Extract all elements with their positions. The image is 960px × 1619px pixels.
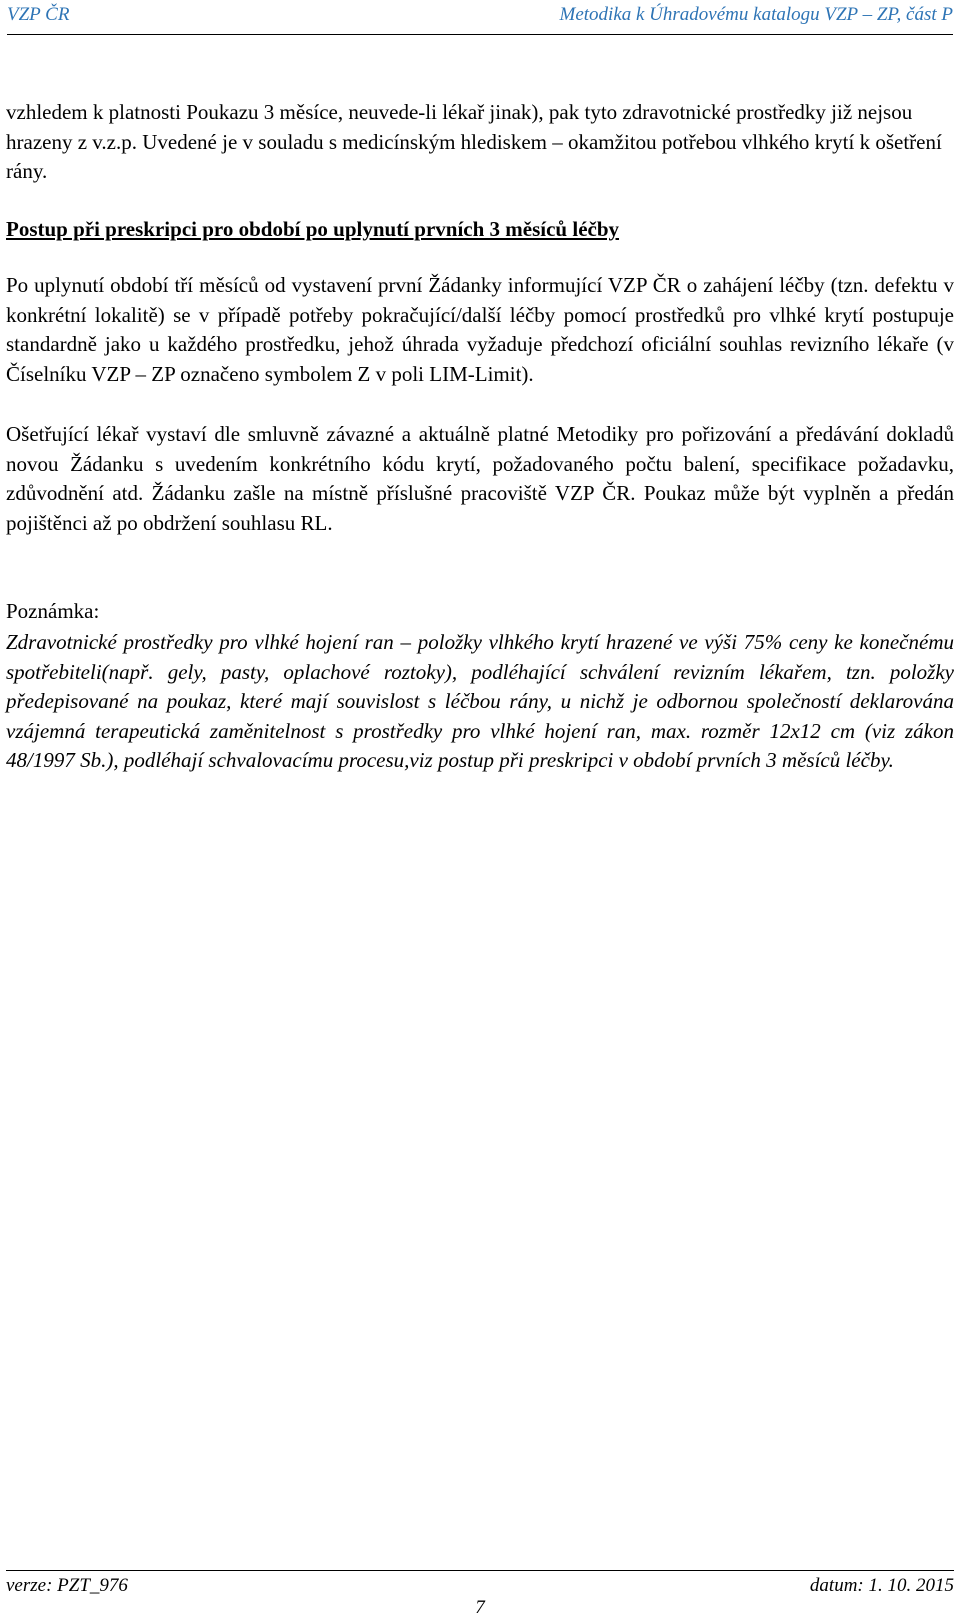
- header-document-title: Metodika k Úhradovému katalogu VZP – ZP, část P: [559, 4, 953, 25]
- page-number: 7: [475, 1597, 485, 1618]
- section-heading: Postup při preskripci pro období po uplynutí prvních 3 měsíců léčby: [6, 217, 620, 241]
- note-text: Zdravotnické prostředky pro vlhké hojení ran – položky vlhkého krytí hrazené ve výši 75% ceny ke konečnému spotřebiteli(např. gely, pasty, oplachové roztoky), podléhající schválení revizním lékařem, tzn. položky předepisované na poukaz, které mají souvislost s léčbou rány, u nichž je odbornou společností deklarována vzájemná terapeutická zaměnitelnost s prostředky pro vlhké hojení ran, max. rozměr 12x12 cm (viz zákon 48/1997 Sb.), podléhají schvalovacímu procesu,viz postup při preskripci v období prvních 3 měsíců léčby.: [6, 630, 954, 772]
- note-label: Poznámka:: [6, 599, 100, 623]
- footer-date: datum: 1. 10. 2015: [809, 1575, 954, 1596]
- footer-version: verze: PZT_976: [6, 1575, 128, 1596]
- header-organization: VZP ČR: [7, 4, 70, 25]
- paragraph-physician-request: Ošetřující lékař vystaví dle smluvně závazné a aktuálně platné Metodiky pro pořizování a předávání dokladů novou Žádanku s uvedením konkrétního kódu krytí, požadovaného počtu balení, specifikace požadavku, zdůvodnění atd. Žádanku zašle na místně příslušné pracoviště VZP ČR. Poukaz může být vyplněn a předán pojištěnci až po obdržení souhlasu RL.: [6, 422, 954, 535]
- paragraph-after-three-months: Po uplynutí období tří měsíců od vystavení první Žádanky informující VZP ČR o zahájení léčby (tzn. defektu v konkrétní lokalitě) se v případě potřeby pokračující/další léčby pomocí prostředků pro vlhké krytí postupuje standardně jako u každého prostředku, jehož úhrada vyžaduje předchozí oficiální souhlas revizního lékaře (v Číselníku VZP – ZP označeno symbolem Z v poli LIM-Limit).: [6, 273, 954, 386]
- page-header: [7, 4, 953, 35]
- paragraph-validity: vzhledem k platnosti Poukazu 3 měsíce, neuvede-li lékař jinak), pak tyto zdravotnické prostředky již nejsou hrazeny z v.z.p. Uvedené je v souladu s medicínským hlediskem – okamžitou potřebou vlhkého krytí k ošetření rány.: [6, 100, 942, 183]
- page-footer: [6, 1570, 954, 1618]
